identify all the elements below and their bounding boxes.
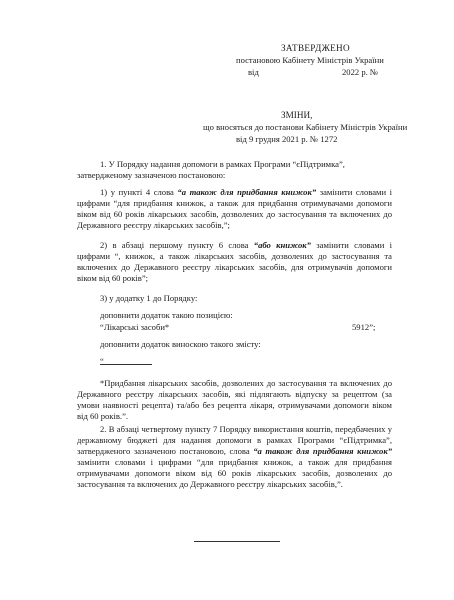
footnote-quote-open: “ [100,356,104,366]
item1-line1: 1. У Порядку надання допомоги в рамках Програми “єПідтримка”, [100,159,345,169]
subitem-3-add-position: доповнити додаток такою позицією: [100,310,233,320]
approval-line: постановою Кабінету Міністрів України [236,55,384,65]
item2 [77,424,392,490]
subitem-3-add-footnote: доповнити додаток виноскою такого змісту: [100,339,261,349]
footnote-rule [100,364,152,365]
changes-resolution-ref: від 9 грудня 2021 р. № 1272 [236,134,338,144]
item1-line2: затвердженому зазначеною постановою: [77,170,226,180]
subitem-2-prefix: 2) в абзаці першому пункту 6 слова [100,240,254,250]
subitem-2-old-words: “або книжок” [253,240,311,250]
item2-prefix: 2. В абзаці четвертому пункту 7 Порядку використання коштів, передбачених у державному бюджеті для надання допомоги в рамках Програми “єПідтримка”, затвердженого зазначеною постановою, слова [77,424,392,456]
approval-title: ЗАТВЕРДЖЕНО [281,43,350,53]
item2-old-words: “а також для придбання книжок” [253,446,392,456]
position-name: “Лікарські засоби* [100,322,170,332]
subitem-2 [77,240,392,284]
subitem-3: 3) у додатку 1 до Порядку: [100,293,198,303]
changes-title: ЗМІНИ, [281,110,313,120]
subitem-1-rest: замінити словами і цифрами “для придбання книжок, а також для придбання отримувачами допомоги віком від 60 років лікарських засобів, дозволених до застосування та включених до Державного реєстру лікарських засобів,”; [77,187,392,230]
subitem-1-prefix: 1) у пункті 4 слова [100,187,178,197]
subitem-1-old-words: “а також для придбання книжок” [177,187,317,197]
subitem-2-rest: замінити словами і цифрами “, книжок, а також лікарських засобів, дозволених до застосування та включених до Державного реєстру лікарських засобів, для отримувачів допомоги віком від 60 років”; [77,240,392,283]
position-code: 5912”; [352,322,376,332]
closing-rule [194,541,280,542]
approval-date-year: 2022 р. № [342,67,379,77]
approval-date-prefix: від [248,67,259,77]
changes-subtitle: що вносяться до постанови Кабінету Міністрів України [203,122,408,132]
item2-rest: замінити словами і цифрами “для придбання книжок, а також для придбання отримувачами допомоги віком від 60 років лікарських засобів, дозволених до застосування та включених до Державного реєстру лікарських засобів,”. [77,457,392,489]
subitem-1 [77,187,392,231]
footnote-text: *Придбання лікарських засобів, дозволених до застосування та включених до Державного реєстру лікарських засобів, які підлягають відпуску за рецептом (за умови наявності рецепта) та/або без рецепта лікаря, отримувачами допомоги віком від 60 років.”. [77,378,392,421]
